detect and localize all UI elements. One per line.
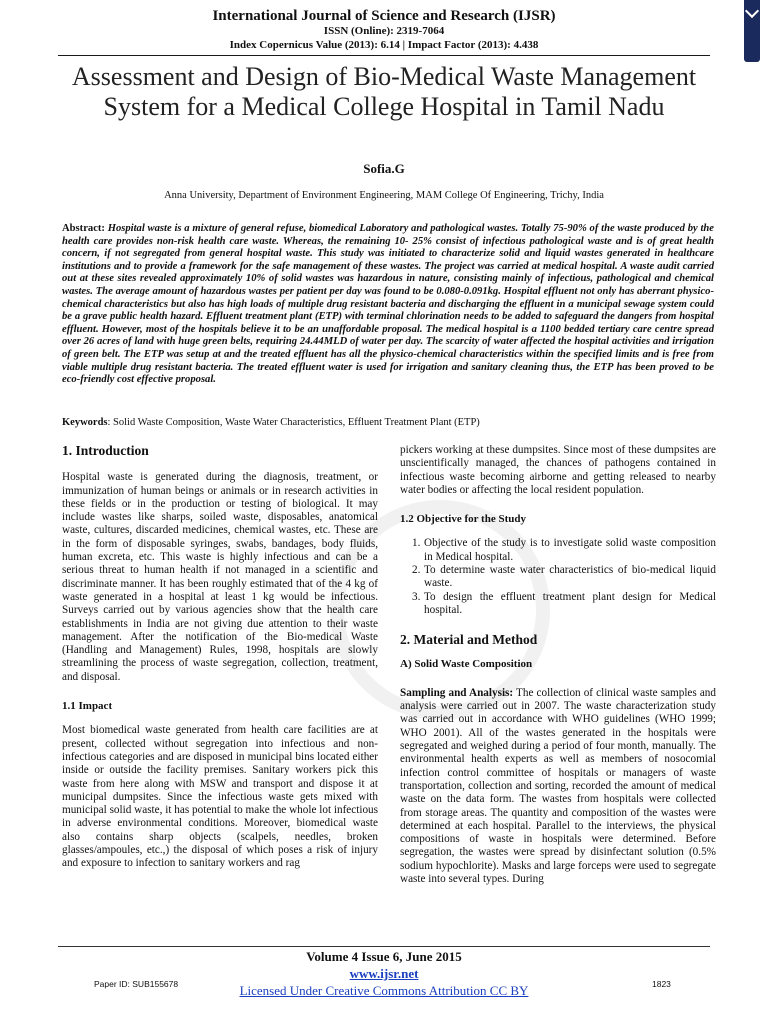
abstract-text: Hospital waste is a mixture of general refuse, biomedical Laboratory and pathological wastes. Totally 75-90% of the waste produced by the health care provides non-risk health care waste. Whereas, the remaining 10- 25% consist of infectious pathological waste and is of great health concern, if not segregated from general hospital waste. This study was initiated to characterize solid and liquid wastes generated in healthcare institutions and to provide a framework for the safe management of these wastes. The project was carried at medical hospital. A waste audit carried out at these sites revealed approximately 10% of solid wastes was hazardous in nature, consisting mainly of infectious, pathological and chemical wastes. The average amount of hazardous wastes per patient per day was found to be 0.080-0.091kg. Hospital effluent not only has aberrant physico-chemical characteristics but also has high loads of multiple drug resistant bacteria and discharging the effluent in a municipal sewage system could be a grave public health hazard. Effluent treatment plant (ETP) with terminal chlorination needs to be added to safeguard the dangers from hospital effluent. However, most of the hospitals believe it to be an unaffordable proposal. The medical hospital is a 1100 bedded tertiary care centre spread over 26 acres of land with huge green belts, requiring 24.44MLD of water per day. The scarcity of water affected the hospital activities and irrigation of green belt. The ETP was setup at and the treated effluent has all the physico-chemical characteristics within the specified limits and is free from viable multiple drug resistant bacteria. The treated effluent water is used for irrigation and sanitary cleaning thus, the ETP has been proved to be eco-friendly cost effective proposal. — [62, 223, 714, 386]
journal-link[interactable]: www.ijsr.net — [349, 966, 419, 981]
keywords-label: Keywords — [62, 417, 108, 428]
paper-id: Paper ID: SUB155678 — [94, 979, 179, 989]
sampling-text: The collection of clinical waste samples and analysis were carried out in 2007. The waste characterization study was carried out in accordance with WHO guidelines (WHO 1999; WHO 2001). All of the wastes generated in the hospitals were segregated and weighed during a period of four month, manually. The environmental health experts as well as members of nosocomial infection control committee of hospitals or managers of waste transportation, collection and sorting, recorded the amount of medical waste on the data form. The wastes from hospitals were collected from storage areas. The quantity and composition of the wastes were determined at each hospital. Parallel to the interviews, the physical compositions of waste in hospitals were determined. Before segregation, the wastes were spread by disinfectant solution (0.5% sodium hypochlorite). Masks and large forceps were used to segregate waste into several types. During — [400, 686, 716, 886]
list-item-text: Objective of the study is to investigate solid waste composition in Medical hospital. — [424, 537, 716, 563]
footer-rule — [58, 946, 710, 947]
header-rule — [58, 55, 710, 56]
intro-paragraph: Hospital waste is generated during the diagnosis, treatment, or immunization of human beings or animals or in research activities in these fields or in the production or testing of biological. It may include wastes like sharps, soiled waste, disposables, anatomical waste, cultures, discarded medicines, chemical wastes, etc. These are in the form of disposable syringes, swabs, bandages, body fluids, human excreta, etc. This waste is highly infectious and can be a serious threat to human health if not managed in a scientific and discriminate manner. It has been roughly estimated that of the 4 kg of waste generated in a hospital at least 1 kg would be infectious. Surveys carried out by various agencies show that the health care establishments in India are not giving due attention to their waste management. After the notification of the Bio-medical Waste (Handling and Management) Rules, 1998, hospitals are slowly streamlining the process of waste segregation, collection, treatment, and disposal. — [62, 471, 378, 683]
left-column — [62, 444, 378, 871]
keywords — [62, 416, 714, 429]
volume-issue: Volume 4 Issue 6, June 2015 — [306, 949, 462, 964]
keywords-text: : Solid Waste Composition, Waste Water Characteristics, Effluent Treatment Plant (ETP) — [107, 417, 480, 428]
license-link[interactable]: Licensed Under Creative Commons Attribution CC BY — [239, 983, 529, 998]
page-number: 1823 — [652, 979, 671, 989]
solid-waste-heading: A) Solid Waste Composition — [400, 657, 533, 670]
objective-heading: 1.2 Objective for the Study — [400, 513, 526, 526]
objective-list — [400, 537, 716, 617]
sampling-paragraph — [400, 687, 716, 886]
impact-heading: 1.1 Impact — [62, 700, 113, 713]
list-item — [412, 564, 716, 591]
impact-paragraph: Most biomedical waste generated from health care facilities are at present, collected without segregation into infectious and non-infectious categories and are disposed in municipal bins located either inside or outside the facility premises. Sanitary workers pick this waste from here along with MSW and transport and dispose it at municipal dumpsites. Since the infectious waste gets mixed with municipal solid waste, it has potential to make the whole lot infectious in adverse environmental conditions. Moreover, biomedical waste also contains sharp objects (scalpels, needles, broken glasses/ampoules, etc.,) the disposal of which poses a risk of injury and exposure to infection to sanitary workers and rag — [62, 724, 378, 870]
author: Sofia.G — [363, 161, 405, 176]
abstract-label: Abstract: — [62, 223, 105, 234]
list-item-text: To determine waste water characteristics of bio-medical liquid waste. — [424, 564, 716, 590]
issn: ISSN (Online): 2319-7064 — [323, 25, 445, 37]
list-item-text: To design the effluent treatment plant design for Medical hospital. — [424, 590, 716, 616]
right-column — [400, 444, 716, 886]
list-item — [412, 537, 716, 564]
affiliation: Anna University, Department of Environment Engineering, MAM College Of Engineering, Trichy, India — [164, 190, 604, 201]
list-item-number: 3. — [412, 590, 421, 603]
journal-name: International Journal of Science and Research (IJSR) — [212, 8, 556, 24]
abstract — [62, 223, 714, 387]
list-item-number: 2. — [412, 564, 421, 577]
method-heading: 2. Material and Method — [400, 632, 538, 648]
paper-title: Assessment and Design of Bio-Medical Waste Management System for a Medical College Hospital in Tamil Nadu — [71, 62, 697, 121]
index-impact: Index Copernicus Value (2013): 6.14 | Impact Factor (2013): 4.438 — [229, 39, 539, 51]
list-item-number: 1. — [412, 537, 421, 550]
list-item — [412, 591, 716, 618]
sampling-label: Sampling and Analysis: — [400, 686, 514, 699]
continued-paragraph: pickers working at these dumpsites. Since most of these dumpsites are unscientifically managed, the chances of pathogens contained in infectious waste becoming airborne and getting released to nearby water bodies or affecting the local resident population. — [400, 444, 716, 496]
intro-heading: 1. Introduction — [62, 443, 149, 458]
